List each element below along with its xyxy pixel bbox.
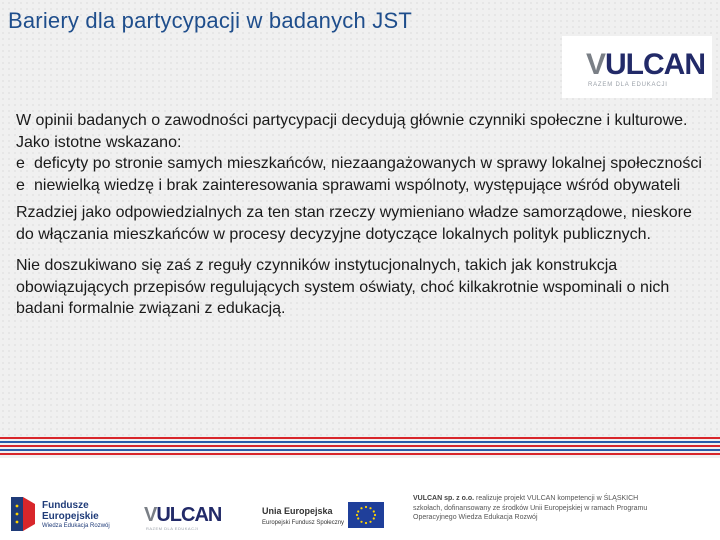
vulcan-footer-logo <box>144 504 244 534</box>
unia-europejska-logo <box>262 498 387 538</box>
info-line2: szkołach, dofinansowany ze środków Unii Europejskiej w ramach Programu <box>413 504 648 512</box>
vulcan-footer-wordmark: VULCAN <box>144 504 222 526</box>
footer-stripes <box>0 436 720 458</box>
second-paragraph: Rzadziej jako odpowiedzialnych za ten stan rzeczy wymieniano władze samorządowe, nieskore do włączania mieszkańców w procesy decyzyjne dotyczące lokalnych polityk publicznych. <box>16 204 692 243</box>
stripe-blue <box>0 449 720 451</box>
fe-line3: Wiedza Edukacja Rozwój <box>42 523 110 529</box>
info-line3: Operacyjnego Wiedza Edukacja Rozwój <box>413 514 538 521</box>
bullet-text: niewielką wiedzę i brak zainteresowania sprawami wspólnoty, występujące wśród obywateli <box>34 176 681 194</box>
vulcan-wordmark: VULCAN <box>586 48 706 81</box>
bullet-item <box>16 153 712 175</box>
stripe-blue <box>0 441 720 443</box>
vulcan-logo <box>562 36 712 98</box>
eu-flag-icon <box>348 502 384 528</box>
stripe-red <box>0 437 720 439</box>
bullet-glyph-icon: e <box>16 176 25 194</box>
bullet-glyph-icon: e <box>16 155 25 172</box>
stripe-red <box>0 453 720 455</box>
vulcan-tagline: RAZEM DLA EDUKACJI <box>588 82 668 88</box>
intro-paragraph: W opinii badanych o zawodności partycypacji decydują głównie czynniki społeczne i kulturowe. Jako istotne wskazano: <box>16 112 688 151</box>
fundusze-europejskie-icon <box>8 494 38 534</box>
fundusze-europejskie-logo <box>8 494 130 538</box>
fe-line1: Fundusze <box>42 500 89 511</box>
fe-line2: Europejskie <box>42 511 99 522</box>
slide-body <box>16 110 712 320</box>
ue-line1: Unia Europejska <box>262 506 333 516</box>
slide-title: Bariery dla partycypacji w badanych JST <box>8 8 412 33</box>
footer <box>0 458 720 540</box>
stripe-red <box>0 445 720 447</box>
bullet-item <box>16 175 712 197</box>
info-line1: realizuje projekt VULCAN kompetencji w ŚLĄSKICH <box>474 495 639 502</box>
third-paragraph: Nie doszukiwano się zaś z reguły czynników instytucjonalnych, takich jak konstrukcja obowiązujących przepisów regulujących system oświaty, choć kilkakrotnie wspominali o nich badani formalnie związani z edukacją. <box>16 257 670 317</box>
ue-line2: Europejski Fundusz Społeczny <box>262 520 345 526</box>
bullet-text: deficyty po stronie samych mieszkańców, niezaangażowanych w sprawy lokalnej społeczności <box>34 155 702 172</box>
info-company: VULCAN sp. z o.o. <box>413 495 475 502</box>
vulcan-footer-tagline: RAZEM DLA EDUKACJI <box>146 526 199 531</box>
project-info <box>413 494 713 523</box>
